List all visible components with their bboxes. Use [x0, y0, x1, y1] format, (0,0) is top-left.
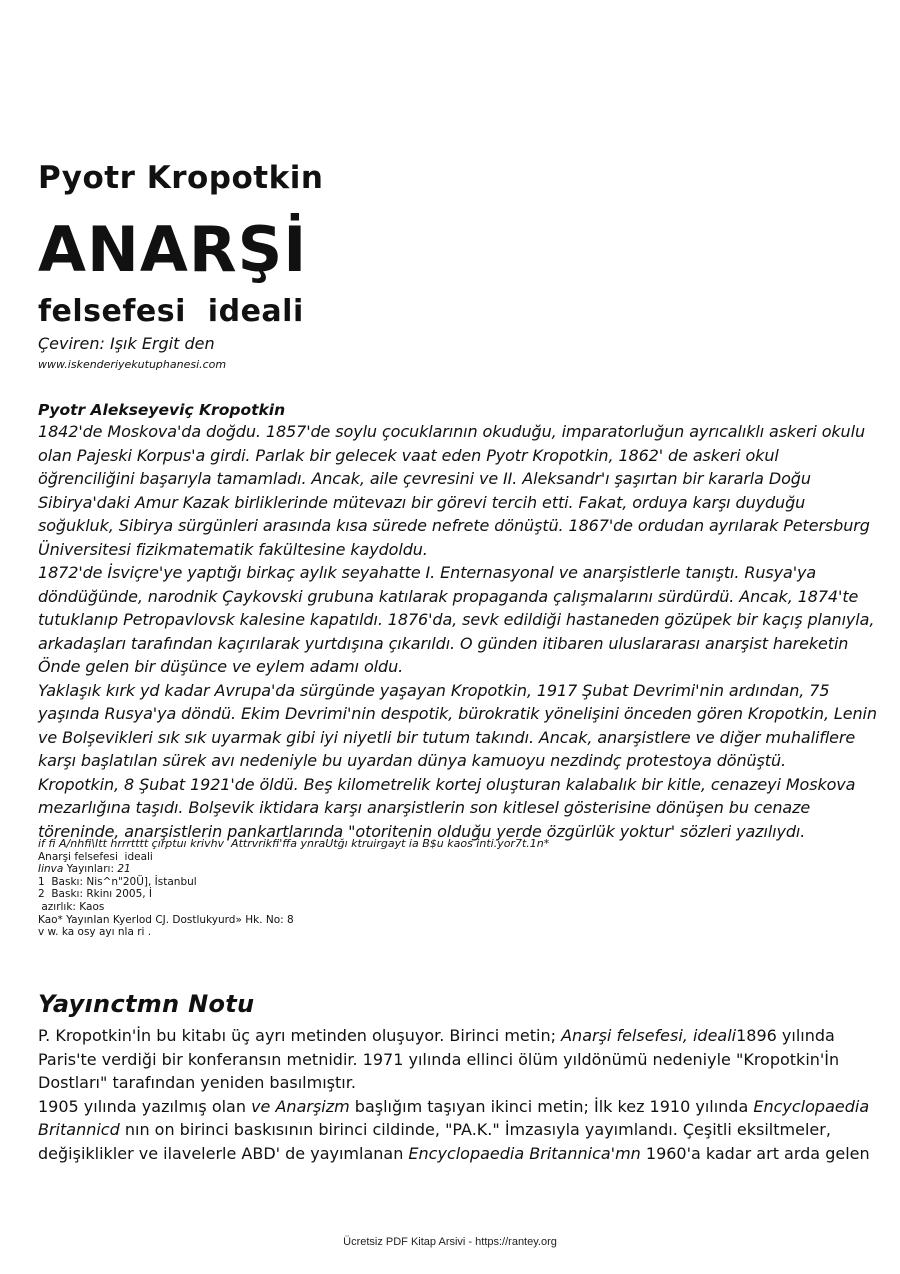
book-title: ANARŞİ	[38, 213, 308, 286]
biography-paragraph: Kropotkin, 8 Şubat 1921'de öldü. Beş kilometrelik kortej oluşturan kalabalık bir kitle, cenazeyi Moskova mezarlığına taşıdı. Bolşevik iktidara karşı anarşistlerin son kitlesel gösterisine dönüşen bu cenaze töreninde, anarşistlerin pankartlarında "otoritenin olduğu yerde özgürlük yoktur' sözleri yazılıydı.	[38, 774, 856, 841]
note-italic-text: Encyclopaedia Britannica'mn	[408, 1143, 641, 1163]
publisher-note	[38, 990, 878, 1165]
note-text: nın on birinci baskısının birinci cildinde, "PA.K." İmzasıyla yayımlandı. Çeşitli eksiltmeler, değişiklikler ve ilavelerle ABD' de yayımlanan	[38, 1120, 831, 1163]
note-italic-text: ve Anarşizm	[251, 1096, 350, 1116]
publisher-note-paragraph	[38, 1024, 878, 1095]
publisher-note-paragraph	[38, 1095, 878, 1166]
imprint-series-number: 21	[117, 863, 131, 876]
imprint-block	[38, 838, 878, 939]
note-text: P. Kropotkin'İn bu kitabı üç ayrı metinden oluşuyor. Birinci metin;	[38, 1026, 562, 1045]
author-biography	[38, 400, 878, 843]
imprint-series-prefix: Iinva	[38, 863, 64, 876]
imprint-publisher: Kao* YayınIan Kyerlod CJ. Dostlukyurd» Hk. No: 8	[38, 913, 294, 926]
note-text: 1896 yılında Paris'te verdiği bir konferansın metnidir. 1971 yılında ellinci ölüm yıldönümü nedeniyle "Kropotkin'İn Dostları" tarafından yeniden basılmıştır.	[38, 1026, 840, 1092]
note-text: başlığım taşıyan ikinci metin; İlk kez 1910 yılında	[349, 1096, 754, 1116]
website-url: www.iskenderiyekutuphanesi.com	[38, 358, 227, 371]
imprint-web: v w. ka osy ayı nla ri .	[38, 926, 152, 939]
imprint-garbled-line: if fi A/nhfi\Itt hrrrtttt çırptuı krivhv Attrvrikfi'ffa ynraUtğı ktruirgayt ia B$u kaos inti.yor7t.1n*	[38, 837, 550, 850]
imprint-book-title: Anarşi felsefesi ideali	[38, 850, 153, 863]
publisher-note-title: Yayınctmn Notu	[38, 990, 255, 1018]
imprint-edition-2: 2 Baskı: Rkinı 2005, İ	[38, 888, 153, 901]
note-italic-text: Anarşi felsefesi, ideali	[561, 1026, 737, 1045]
book-subtitle: felsefesi ideali	[38, 294, 304, 329]
imprint-series	[38, 863, 878, 876]
imprint-edition-1: 1 Baskı: Nis^n"20Ü], İstanbul	[38, 875, 197, 888]
biography-paragraph: 1872'de İsviçre'ye yaptığı birkaç aylık seyahatte I. Enternasyonal ve anarşistlerle tanıştı. Rusya'ya döndüğünde, narodnik Çaykovski grubuna katılarak propaganda çalışmalarını sürdürdü. Ancak, 1874'te tutuklanıp Petropavlovsk kalesine kapatıldı. 1876'da, sevk edildiği hastaneden gözüpek bir kaçış planıyla, arkadaşları tarafından kaçırılarak yurtdışına çıkarıldı. O günden itibaren uluslararası anarşist hareketin Önde gelen bir düşünce ve eylem adamı oldu.	[38, 563, 875, 676]
note-text: 1960'a kadar art arda gelen	[640, 1143, 870, 1163]
imprint-cover: azırlık: Kaos	[38, 900, 105, 913]
biography-heading: Pyotr Alekseyeviç Kropotkin	[38, 401, 286, 419]
author-name: Pyotr Kropotkin	[38, 160, 324, 196]
translator-credit: Çeviren: Işık Ergit den	[38, 334, 215, 353]
biography-paragraph: Yaklaşık kırk yd kadar Avrupa'da sürgünde yaşayan Kropotkin, 1917 Şubat Devrimi'nin ardından, 75 yaşında Rusya'ya döndü. Ekim Devrimi'nin despotik, bürokratik yönelişini önceden gören Kropotkin, Lenin ve Bolşevikleri sık sık uyarmak gibi iyi niyetli bir tutum takındı. Ancak, anarşistlere ve diğer muhaliflere karşı başlatılan sürek avı nedeniyle bu uyardan dünya kamuoyu nezdindç protestoya dönüştü.	[38, 680, 877, 770]
page-footer: Ücretsiz PDF Kitap Arsivi - https://rantey.org	[343, 1236, 557, 1248]
note-italic-text: Encyclopaedia Britannicd	[38, 1096, 870, 1139]
note-text: 1905 yılında yazılmış olan	[38, 1096, 252, 1116]
biography-paragraph: 1842'de Moskova'da doğdu. 1857'de soylu çocuklarının okuduğu, imparatorluğun ayrıcalıklı askeri okulu olan Pajeski Korpus'a girdi. Parlak bir gelecek vaat eden Pyotr Kropotkin, 1862' de askeri okul öğrenciliğini başarıyla tamamladı. Ancak, aile çevresini ve II. Aleksandr'ı şaşırtan bir kararla Doğu Sibirya'daki Amur Kazak birliklerinde mütevazı bir görevi tercih etti. Fakat, orduya karşı duyduğu soğukluk, Sibirya sürgünleri arasında kısa sürede nefrete dönüştü. 1867'de ordudan ayrılarak Petersburg Üniversitesi fizikmatematik fakültesine kaydoldu.	[38, 422, 870, 559]
imprint-series-label: Yayınları:	[63, 863, 118, 876]
